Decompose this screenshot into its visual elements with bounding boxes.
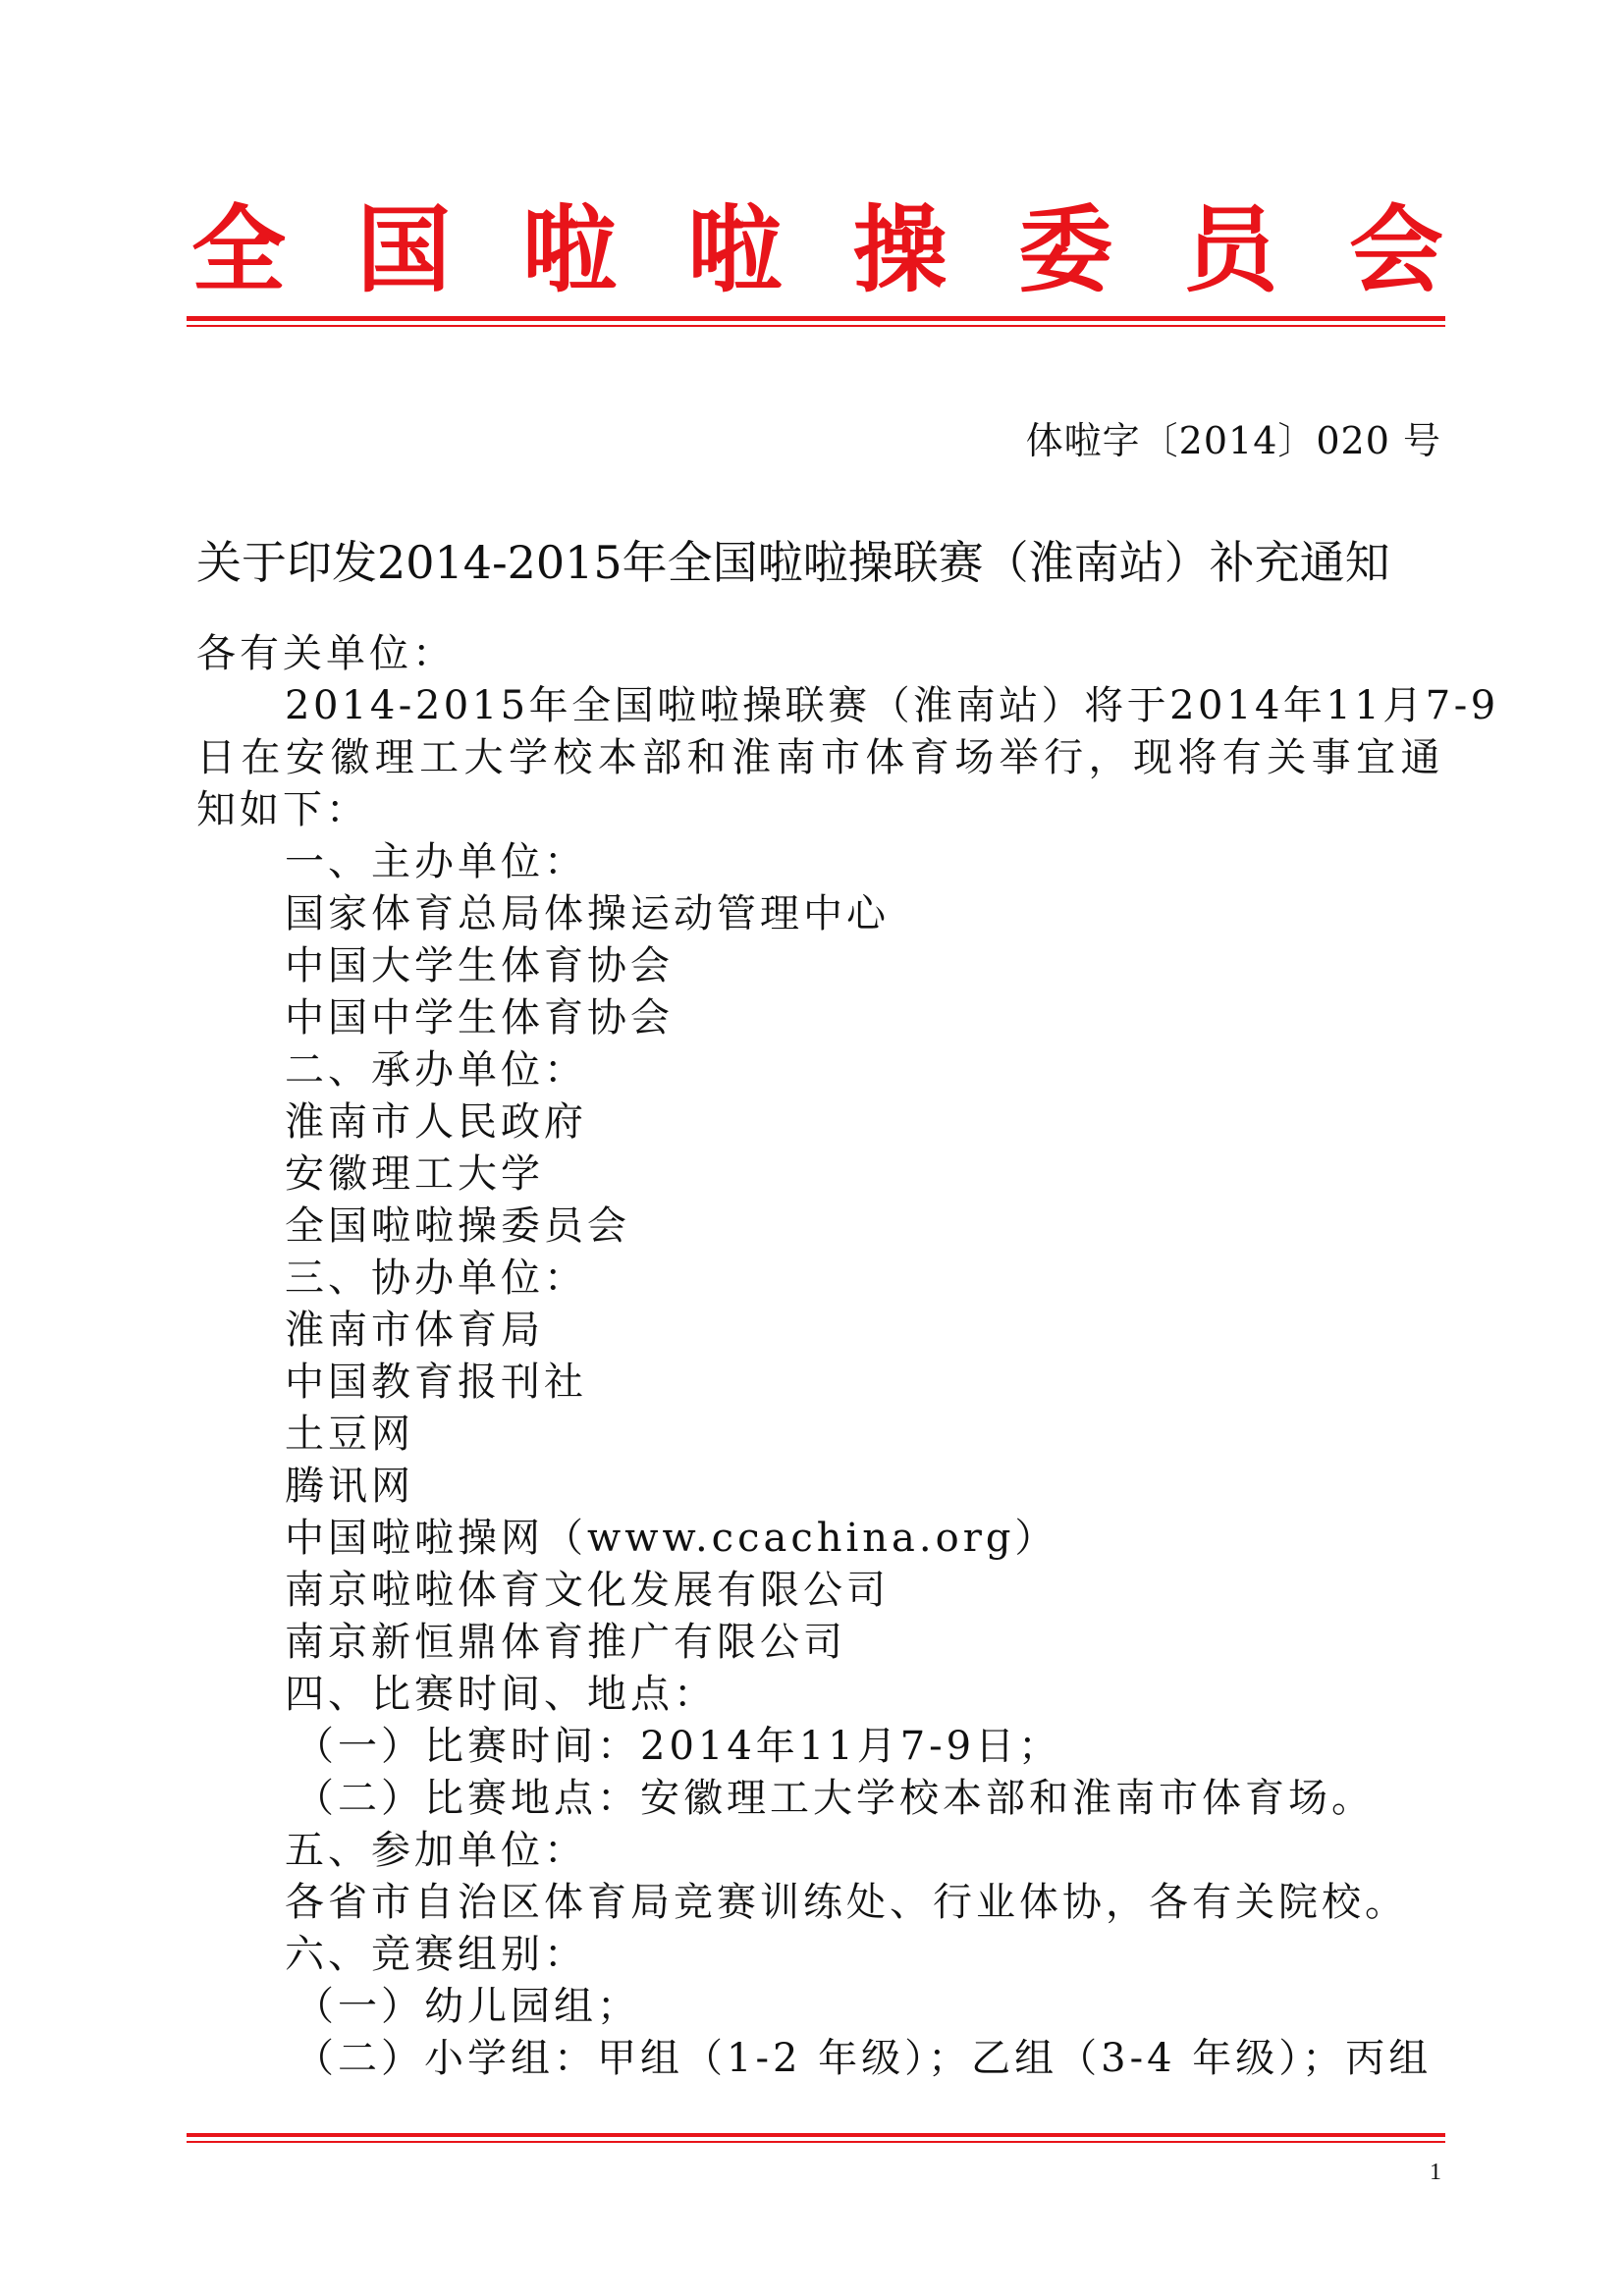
- list-item: 南京啦啦体育文化发展有限公司: [285, 1568, 890, 1613]
- list-item: 中国中学生体育协会: [285, 995, 674, 1041]
- footer-rule-thick: [187, 2133, 1445, 2137]
- section-heading: 四、比赛时间、地点：: [285, 1672, 717, 1717]
- header-rule-thin: [187, 325, 1445, 327]
- list-item: （一）幼儿园组；: [295, 1984, 640, 2029]
- document-heading: 关于印发2014-2015年全国啦啦操联赛（淮南站）补充通知: [196, 536, 1390, 589]
- list-item: 各省市自治区体育局竞赛训练处、行业体协，各有关院校。: [285, 1880, 1408, 1925]
- org-title-char: 啦: [687, 195, 783, 305]
- org-title-char: 啦: [521, 195, 617, 305]
- list-item: 南京新恒鼎体育推广有限公司: [285, 1620, 846, 1665]
- section-heading: 二、承办单位：: [285, 1047, 587, 1093]
- organization-title: [191, 196, 1443, 304]
- list-item: 淮南市人民政府: [285, 1099, 587, 1145]
- list-item: 腾讯网: [285, 1464, 414, 1509]
- list-item: 安徽理工大学: [285, 1151, 544, 1197]
- list-item: 土豆网: [285, 1412, 414, 1457]
- intro-line: 2014-2015年全国啦啦操联赛（淮南站）将于2014年11月7-9: [285, 683, 1499, 728]
- list-item: 中国教育报刊社: [285, 1360, 587, 1405]
- org-title-char: 操: [852, 195, 947, 305]
- section-heading: 六、竞赛组别：: [285, 1932, 587, 1977]
- section-heading: 五、参加单位：: [285, 1828, 587, 1873]
- list-item: （二）比赛地点：安徽理工大学校本部和淮南市体育场。: [295, 1776, 1375, 1821]
- list-item: 国家体育总局体操运动管理中心: [285, 891, 890, 936]
- list-item: 全国啦啦操委员会: [285, 1203, 630, 1249]
- page-number: 1: [1430, 2160, 1441, 2185]
- list-item: 中国啦啦操网（www.ccachina.org）: [285, 1516, 1058, 1561]
- salutation: 各有关单位：: [196, 631, 456, 676]
- org-title-char: 员: [1183, 195, 1278, 305]
- section-heading: 三、协办单位：: [285, 1255, 587, 1301]
- org-title-char: 会: [1348, 195, 1443, 305]
- list-item: （二）小学组：甲组（1-2 年级）；乙组（3-4 年级）；丙组: [295, 2036, 1433, 2081]
- section-heading: 一、主办单位：: [285, 839, 587, 884]
- list-item: 中国大学生体育协会: [285, 943, 674, 988]
- intro-line: 知如下：: [196, 787, 369, 832]
- document-number: 体啦字〔2014〕020 号: [1025, 419, 1441, 462]
- org-title-char: 全: [191, 195, 286, 305]
- org-title-char: 国: [356, 195, 452, 305]
- intro-line: 日在安徽理工大学校本部和淮南市体育场举行，现将有关事宜通: [196, 735, 1443, 780]
- list-item: 淮南市体育局: [285, 1308, 544, 1353]
- header-rule-thick: [187, 316, 1445, 321]
- org-title-char: 委: [1018, 195, 1113, 305]
- document-body: [196, 628, 1499, 2085]
- list-item: （一）比赛时间：2014年11月7-9日；: [295, 1724, 1062, 1769]
- footer-rule-thin: [187, 2141, 1445, 2143]
